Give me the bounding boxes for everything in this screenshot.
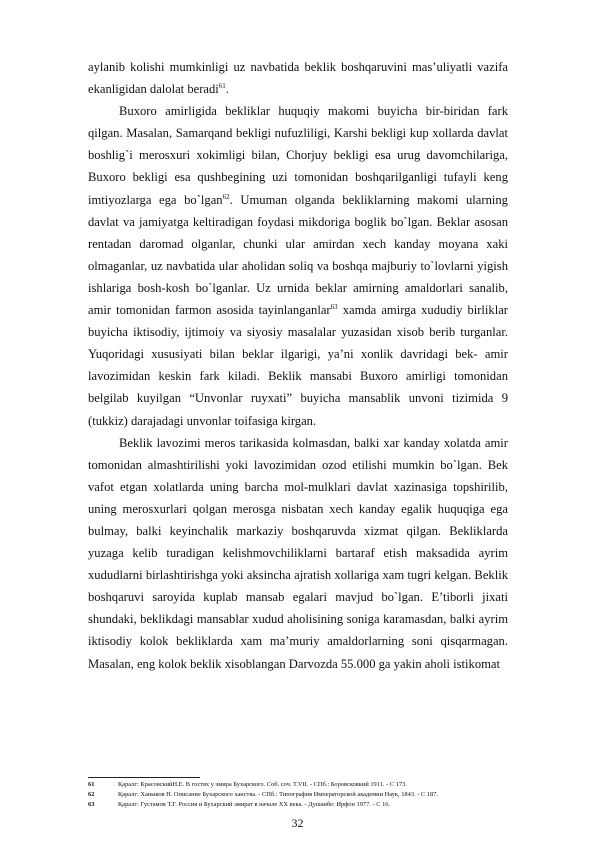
footnote-number: 63 [88, 801, 95, 809]
footnote-ref: 63 [330, 302, 338, 311]
paragraph-text: Beklik lavozimi meros tarikasida kolmasdan, balki xar kanday xolatda amir tomonidan almashtirilishi yoki lavozimidan ozod etilishi mumkin bo`lgan. Bek vafot etgan xolatlarda uning barcha mol-mulklari davlat xazinasiga topshirilib, uning merosxurlari qolgan merosga nisbatan xech kanday egalik huquqiga ega bulmay, balki keyinchalik markaziy boshqaruvda xizmat qilgan. Bekliklarda yuzaga kelib turadigan kelishmovchiliklarni bartaraf etish maksadida ayrim xududlarni birlashtirishga yoki aksincha ajratish xollariga xam tugri kelgan. Beklik boshqaruvi saroyida kuplab mansab egalari mavjud bo`lgan. E’tiborli jixati shundaki, beklikdagi mansablar xudud aholisining soniga karamasdan, balki ayrim iktisodiy kolok bekliklarda xam ma’muriy amaldorlarning soni qisqarmagan. Masalan, eng kolok beklik xisoblangan Darvozda 55.000 ga yakin aholi istikomat [88, 435, 508, 671]
footnote-ref: 61 [218, 81, 226, 90]
paragraph-text: aylanib kolishi mumkinligi uz navbatida beklik boshqaruvini mas’uliyatli vazifa ekanligidan dalolat beradi [88, 60, 508, 97]
footnote [88, 780, 518, 790]
paragraph-text: . [225, 82, 229, 97]
paragraph-text: Buxoro amirligida bekliklar huquqiy makomi buyicha bir-biridan fark qilgan. Masalan, Samarqand bekligi nufuzliligi, Karshi bekligi kup xollarda davlat boshlig`i merosxuri xokimligi bilan, Chorjuy bekligi esa urug davomchilariga, Buxoro bekligi esa qushbegining uzi tomonidan boshqarilganligi tufayli keng imtiyozlarga ega bo`lgan [88, 104, 508, 207]
page-number: 32 [291, 816, 304, 830]
footnote-number: 62 [88, 791, 95, 799]
paragraph [88, 432, 508, 675]
body-text [88, 56, 508, 675]
footnote [88, 800, 518, 810]
footnote-ref: 62 [222, 192, 230, 201]
footnote-text: Қаралг: Ханыков Н. Описание Бухарского ханства. - СПб.: Типография Императорской академии Наук, 1843. - С 187. [118, 791, 438, 799]
paragraph [88, 100, 508, 431]
footnote-text: Қаралг: Густамов Т.Г. Россия и Бухарский эмират в начале XX века. - Душанбе: Ирфон 1977. - С 16. [118, 801, 391, 809]
paragraph-text: xamda amirga xududiy birliklar buyicha iktisodiy, ijtimoiy va siyosiy masalalar yuzasidan xisob berib turganlar. Yuqoridagi xususiyati bilan beklar ilgarigi, ya’ni xonlik davridagi bek- amir lavozimidan keskin fark kiladi. Beklik mansabi Buxoro amirligi tomonidan belgilab kuyilgan “Unvonlar ruyxati” buyicha mansablik unvoni tizimida 9 (tukkiz) darajadagi unvonlar toifasiga kirgan. [88, 303, 509, 428]
footnote-number: 61 [88, 781, 95, 788]
footnote-separator [88, 777, 200, 778]
paragraph [88, 56, 508, 100]
footnote-text: Қаралг: КрасовскийН.Е. В гостях у эмира Бухарского. Соб. соч. Т.VII. - СПб.: Боровсковкий 1911. - С 173. [118, 781, 407, 788]
paragraph-text: . Umuman olganda bekliklarning makomi ularning davlat va jamiyatga keltiradigan foydasi mikdoriga boglik bo`lgan. Beklar asosan rentadan daromad olganlar, chunki ular amirdan xech kanday moyana xaki olmaganlar, uz navbatida ular aholidan soliq va boshqa majburiy to`lovlarni yigish ishlariga bosh-kosh bo`lganlar. Uz urnida beklar amirning amaldorlari sanalib, amir tomonidan farmon asosida tayinlanganlar [88, 192, 508, 318]
footnotes [88, 780, 518, 811]
footnote [88, 790, 518, 800]
